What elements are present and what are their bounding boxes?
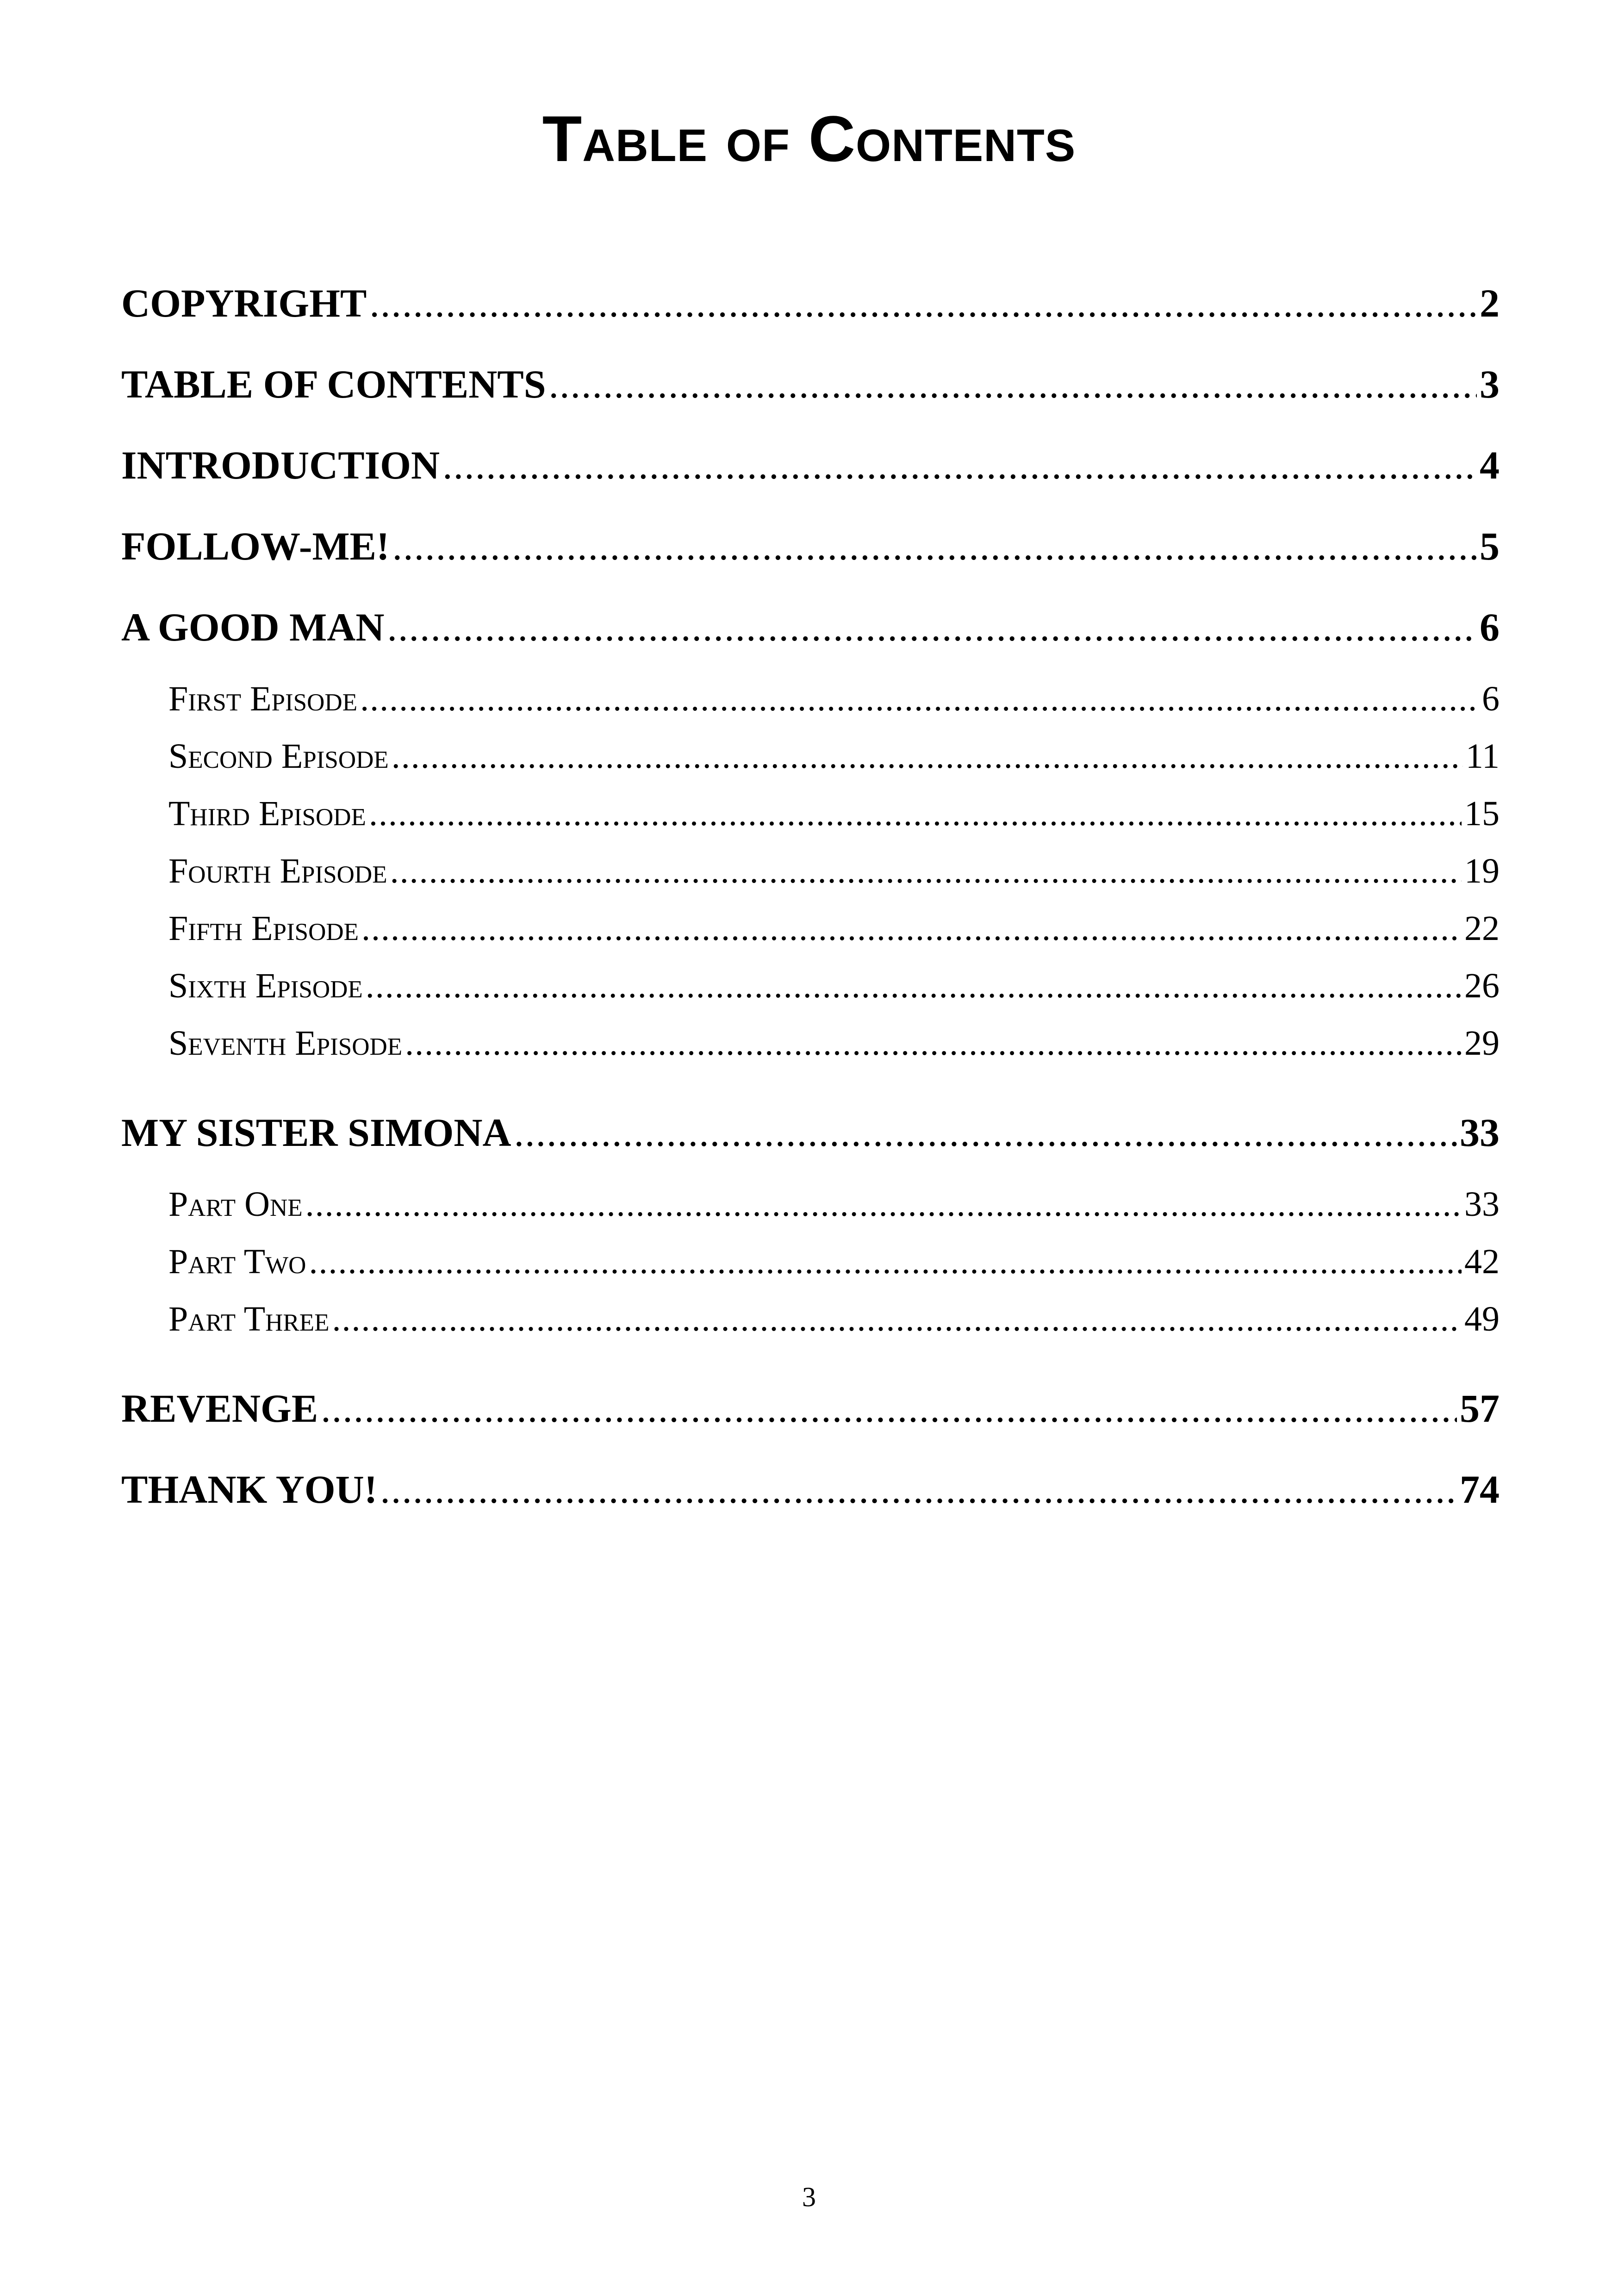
toc-subentry-first-episode[interactable]	[121, 673, 1500, 731]
dot-leader	[390, 846, 1462, 896]
toc-subentry-label: Fourth Episode	[168, 852, 387, 890]
toc-subentry-page: 11	[1465, 737, 1500, 776]
toc-subentry-label: Fifth Episode	[168, 909, 359, 948]
toc-subentry-page: 29	[1464, 1024, 1500, 1063]
toc-subentry-label: Part One	[168, 1185, 303, 1224]
dot-leader	[392, 731, 1463, 782]
toc-entry-page: 2	[1480, 281, 1500, 325]
toc-entry-thank-you[interactable]	[121, 1457, 1500, 1538]
toc-entry-page: 33	[1460, 1110, 1500, 1155]
toc-entry-label: TABLE OF CONTENTS	[121, 362, 546, 406]
page-title: Table of Contents	[542, 102, 1076, 175]
dot-leader	[514, 1100, 1457, 1165]
toc-subentry-page: 42	[1464, 1242, 1500, 1281]
toc-subentry-page: 26	[1464, 966, 1500, 1005]
dot-leader	[549, 352, 1477, 417]
toc-entry-label: FOLLOW-ME!	[121, 524, 390, 568]
dot-leader	[366, 960, 1462, 1011]
toc-subentry-page: 49	[1464, 1300, 1500, 1338]
toc-entry-page: 5	[1480, 524, 1500, 568]
toc-subentry-second-episode[interactable]	[121, 731, 1500, 788]
toc-entry-label: THANK YOU!	[121, 1467, 378, 1512]
dot-leader	[361, 903, 1462, 954]
toc-subentry-page: 15	[1464, 794, 1500, 833]
toc-entry-label: REVENGE	[121, 1386, 318, 1431]
toc-entry-copyright[interactable]	[121, 271, 1500, 352]
table-of-contents	[121, 271, 1500, 1538]
toc-subentry-third-episode[interactable]	[121, 788, 1500, 846]
toc-entry-my-sister-simona[interactable]	[121, 1100, 1500, 1179]
toc-subentry-label: First Episode	[168, 679, 358, 718]
toc-subentry-label: Third Episode	[168, 794, 366, 833]
toc-subentry-sixth-episode[interactable]	[121, 960, 1500, 1018]
toc-subentry-label: Sixth Episode	[168, 966, 363, 1005]
dot-leader	[387, 595, 1477, 660]
toc-entry-revenge[interactable]	[121, 1376, 1500, 1457]
toc-subentry-label: Second Episode	[168, 737, 389, 776]
toc-subentry-page: 33	[1464, 1185, 1500, 1224]
dot-leader	[332, 1294, 1462, 1344]
toc-entry-page: 4	[1480, 443, 1500, 487]
toc-subentry-fifth-episode[interactable]	[121, 903, 1500, 960]
dot-leader	[369, 271, 1477, 336]
toc-subentry-part-three[interactable]	[121, 1294, 1500, 1376]
dot-leader	[392, 514, 1477, 579]
toc-subentry-label: Seventh Episode	[168, 1024, 403, 1063]
toc-entry-table-of-contents[interactable]	[121, 352, 1500, 433]
toc-subentry-seventh-episode[interactable]	[121, 1018, 1500, 1100]
toc-entry-label: INTRODUCTION	[121, 443, 440, 487]
dot-leader	[369, 788, 1462, 839]
toc-entry-page: 74	[1460, 1467, 1500, 1512]
toc-subentry-part-one[interactable]	[121, 1179, 1500, 1236]
toc-entry-label: COPYRIGHT	[121, 281, 367, 325]
toc-entry-follow-me[interactable]	[121, 514, 1500, 595]
toc-subentry-label: Part Three	[168, 1300, 330, 1338]
toc-entry-label: A GOOD MAN	[121, 605, 385, 649]
toc-entry-introduction[interactable]	[121, 433, 1500, 514]
toc-subentry-part-two[interactable]	[121, 1236, 1500, 1294]
dot-leader	[442, 433, 1477, 498]
dot-leader	[309, 1236, 1462, 1287]
dot-leader	[360, 673, 1479, 724]
toc-entry-page: 3	[1480, 362, 1500, 406]
toc-subentry-page: 19	[1464, 852, 1500, 890]
toc-subentry-label: Part Two	[168, 1242, 306, 1281]
dot-leader	[305, 1179, 1462, 1230]
dot-leader	[321, 1376, 1457, 1441]
toc-subentry-fourth-episode[interactable]	[121, 846, 1500, 903]
toc-subentry-page: 6	[1482, 679, 1500, 718]
footer-page-number: 3	[802, 2182, 816, 2212]
toc-entry-page: 6	[1480, 605, 1500, 649]
toc-subentry-page: 22	[1464, 909, 1500, 948]
dot-leader	[405, 1018, 1462, 1069]
toc-entry-page: 57	[1460, 1386, 1500, 1431]
dot-leader	[380, 1457, 1457, 1522]
toc-entry-a-good-man[interactable]	[121, 595, 1500, 673]
toc-entry-label: MY SISTER SIMONA	[121, 1110, 511, 1155]
